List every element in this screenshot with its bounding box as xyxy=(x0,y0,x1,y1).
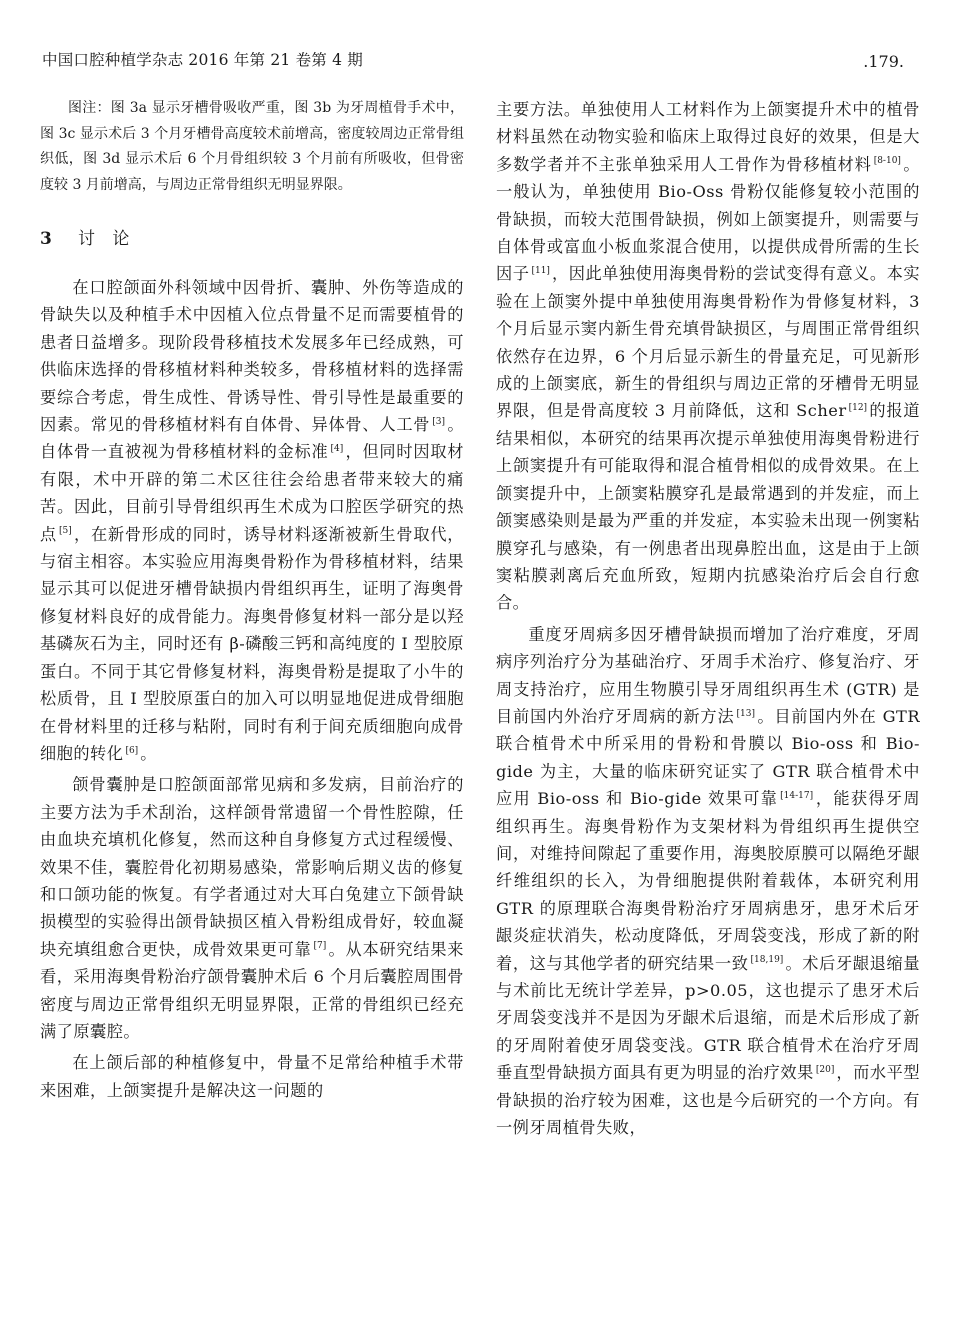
paragraph-text: ，在新骨形成的同时，诱导材料逐渐被新生骨取代，与宿主相容。本实验应用海奥骨粉作为骨移植材料，结果显示其可以促进牙槽骨缺损内骨组织再生，证明了海奥骨修复材料良好的成骨能力。海奥骨修复材料一部分是以羟基磷灰石为主，同时还有 β-磷酸三钙和高纯度的 I 型胶原蛋白。不同于其它骨修复材料，海奥骨粉是提取了小牛的松质骨，且 I 型胶原蛋白的加入可以明显地促进成骨细胞在骨材料里的迁移与粘附，同时有利于间充质细胞向成骨细胞的转化 xyxy=(40,524,464,763)
paragraph-text: 。 xyxy=(140,743,157,763)
body-paragraph xyxy=(40,771,464,1045)
paragraph-text: 。自体骨一直被视为骨移植材料的金标准 xyxy=(40,415,464,462)
paragraph-text: 颌骨囊肿是口腔颌面部常见病和多发病，目前治疗的主要方法为手术刮治，这样颌骨常遗留一个骨性腔隙，任由血块充填机化修复，然而这种自身修复方式过程缓慢、效果不佳，囊腔骨化初期易感染，常影响后期义齿的修复和口颌功能的恢复。有学者通过对大耳白兔建立下颌骨缺损模型的实验得出颌骨缺损区植入骨粉组成骨好，较血凝块充填组愈合更快，成骨效果更可靠 xyxy=(40,775,464,959)
running-head: 中国口腔种植学杂志 2016 年第 21 卷第 4 期 xyxy=(42,51,363,69)
body-paragraph xyxy=(40,1049,464,1104)
citation-reference: [20] xyxy=(815,1064,835,1075)
citation-reference: [5] xyxy=(58,526,72,537)
section-number: 3 xyxy=(40,229,52,249)
citation-reference: [11] xyxy=(531,266,550,277)
paragraph-text: 主要方法。单独使用人工材料作为上颌窦提升术中的植骨材料虽然在动物实验和临床上取得过良好的效果，但是大多数学者并不主张单独采用人工骨作为骨移植材料 xyxy=(496,100,920,174)
paragraph-text: ，因此单独使用海奥骨粉的尝试变得有意义。本实验在上颌窦外提中单独使用海奥骨粉作为骨修复材料，3 个月后显示窦内新生骨充填骨缺损区，与周围正常骨组织依然存在边界，6 个月后显示新生的骨量充足，可见新形成的上颌窦底，新生的骨组织与周边正常的牙槽骨无明显界限，但是骨高度较 3 月前降低，这和 Scher xyxy=(496,264,921,421)
citation-reference: [7] xyxy=(313,941,327,952)
citation-reference: [13] xyxy=(736,708,755,719)
paragraph-text: 。从本研究结果来看，采用海奥骨粉治疗颌骨囊肿术后 6 个月后囊腔周围骨密度与周边正常骨组织无明显界限，正常的骨组织已经充满了原囊腔。 xyxy=(40,939,464,1041)
paragraph-text: 的报道结果相似，本研究的结果再次提示单独使用海奥骨粉进行上颌窦提升有可能取得和混合植骨相似的成骨效果。在上颌窦提升中，上颌窦粘膜穿孔是最常遇到的并发症，而上颌窦感染则是最为严重的并发症，本实验未出现一例窦粘膜穿孔与感染，有一例患者出现鼻腔出血，这是由于上颌窦粘膜剥离后充血所致，短期内抗感染治疗后会自行愈合。 xyxy=(496,401,921,613)
page-number: .179. xyxy=(863,52,904,71)
right-column xyxy=(496,96,920,1141)
body-paragraph xyxy=(496,96,920,617)
figure-caption: 图注：图 3a 显示牙槽骨吸收严重，图 3b 为牙周植骨手术中，图 3c 显示术后 3 个月牙槽骨高度较术前增高，密度较周边正常骨组织低，图 3d 显示术后 6 个月骨组织较 3 个月前有所吸收，但骨密度较 3 月前增高，与周边正常骨组织无明显界限。 xyxy=(40,100,464,193)
citation-reference: [8-10] xyxy=(873,156,901,167)
paragraph-text: 。一般认为，单独使用 Bio-Oss 骨粉仅能修复较小范围的骨缺损，而较大范围骨缺损，例如上颌窦提升，则需要与自体骨或富血小板血浆混合使用，以提供成骨所需的生长因子 xyxy=(496,154,921,284)
citation-reference: [12] xyxy=(848,403,868,414)
left-column xyxy=(40,96,464,1104)
paragraph-text: ，能获得牙周组织再生。海奥骨粉作为支架材料为骨组织再生提供空间，对维持间隙起了重要作用，海奥胶原膜可以隔绝牙龈纤维组织的长入，为骨细胞提供附着载体，本研究利用 GTR 的原理联合海奥骨粉治疗牙周病患牙，患牙术后牙龈炎症状消失，松动度降低，牙周袋变浅，形成了新的附着，这与其他学者的研究结果一致 xyxy=(496,789,921,973)
paragraph-text: ，但同时因取材有限，术中开辟的第二术区往往会给患者带来较大的痛苦。因此，目前引导骨组织再生术成为口腔医学研究的热点 xyxy=(40,442,464,544)
section-heading xyxy=(40,226,464,252)
paragraph-text: 重度牙周病多因牙槽骨缺损而增加了治疗难度，牙周病序列治疗分为基础治疗、牙周手术治疗、修复治疗、牙周支持治疗，应用生物膜引导牙周组织再生术 (GTR) 是目前国内外治疗牙周病的新方法 xyxy=(496,624,920,726)
body-paragraph xyxy=(496,621,920,1142)
body-paragraph xyxy=(40,274,464,767)
paragraph-text: 在上颌后部的种植修复中，骨量不足常给种植手术带来困难，上颌窦提升是解决这一问题的 xyxy=(40,1053,464,1100)
paragraph-text: ，而水平型骨缺损的治疗较为困难，这也是今后研究的一个方向。有一例牙周植骨失败， xyxy=(496,1063,921,1138)
section-title: 讨 论 xyxy=(78,229,136,249)
citation-reference: [3] xyxy=(432,416,446,427)
paragraph-text: 。目前国内外在 GTR 联合植骨术中所采用的骨粉和骨膜以 Bio-oss 和 Bio-gide 为主，大量的临床研究证实了 GTR 联合植骨术中应用 Bio-oss 和 Bio-gide 效果可靠 xyxy=(496,706,921,809)
citation-reference: [14-17] xyxy=(780,790,814,801)
paragraph-text: 在口腔颌面外科领域中因骨折、囊肿、外伤等造成的骨缺失以及种植手术中因植入位点骨量不足而需要植骨的患者日益增多。现阶段骨移植技术发展多年已经成熟，可供临床选择的骨移植材料种类较多，骨移植材料的选择需要综合考虑，骨生成性、骨诱导性、骨引导性是最重要的因素。常见的骨移植材料有自体骨、异体骨、人工骨 xyxy=(40,278,464,435)
paragraph-text: 。术后牙龈退缩量与术前比无统计学差异，p>0.05，这也提示了患牙术后牙周袋变浅并不是因为牙龈术后退缩，而是术后形成了新的牙周附着使牙周袋变浅。GTR 联合植骨术在治疗牙周垂直型骨缺损方面具有更为明显的治疗效果 xyxy=(496,953,921,1083)
citation-reference: [4] xyxy=(330,444,344,455)
citation-reference: [6] xyxy=(125,745,139,756)
citation-reference: [18,19] xyxy=(750,955,784,966)
